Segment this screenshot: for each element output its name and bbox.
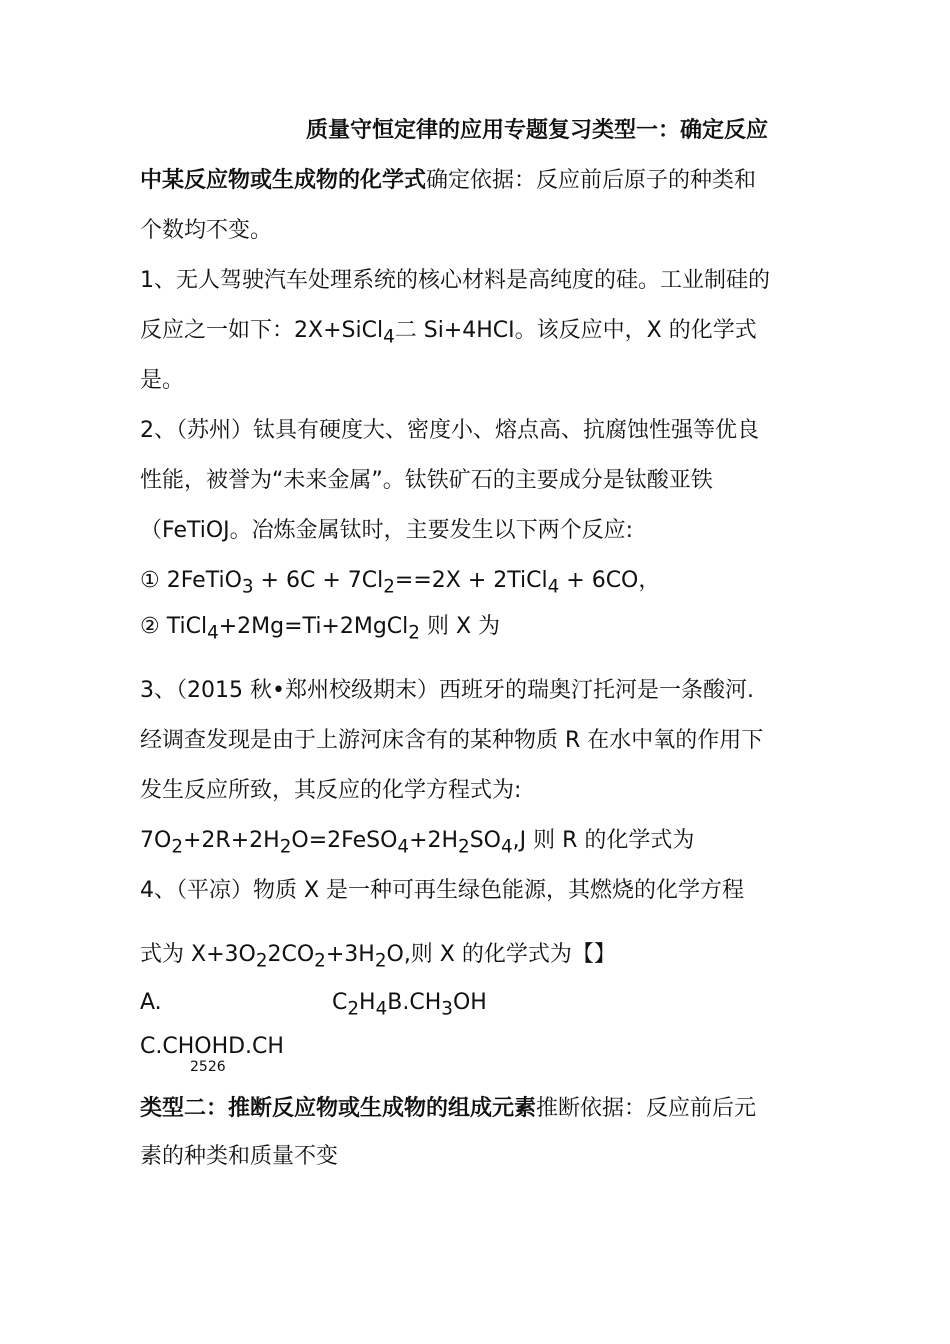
- q3-eq-s3: 4: [397, 836, 410, 858]
- q2-line2: 性能，被誉为“未来金属”。钛铁矿石的主要成分是钛酸亚铁: [140, 468, 713, 493]
- r2-s1: 4: [207, 622, 219, 644]
- type2-title: 类型二：推断反应物或生成物的组成元素: [140, 1096, 537, 1121]
- option-c-subscripts: 2526: [190, 1059, 226, 1075]
- optA-a: C: [332, 990, 348, 1015]
- q4-line2: [140, 940, 616, 976]
- q2-reaction-1: [140, 566, 660, 602]
- q4-eq-s2: 2: [314, 950, 326, 972]
- r2-c: 则 X 为: [419, 614, 501, 639]
- q3-line3: 发生反应所致，其反应的化学方程式为:: [140, 778, 522, 803]
- r1-c: ==2X + 2TiCl: [394, 568, 548, 593]
- optA-s1: 2: [347, 998, 360, 1020]
- optA-s2: 4: [375, 998, 388, 1020]
- q1-line3: 是。: [140, 368, 185, 393]
- q4-eq-d: O,则 X 的化学式为【】: [386, 942, 616, 967]
- q4-eq-s3: 2: [374, 950, 387, 972]
- q1-eq-a: 反应之一如下：2X+SiCl: [140, 318, 384, 343]
- q2-line1: 2、（苏州）钛具有硬度大、密度小、熔点高、抗腐蚀性强等优良: [140, 418, 759, 443]
- q3-eq-s1: 2: [171, 836, 183, 858]
- section-title-part2: 中某反应物或生成物的化学式: [140, 168, 427, 193]
- q3-eq-c: O=2FeSO: [291, 828, 398, 853]
- type2-basis: 推断依据：反应前后元: [536, 1096, 757, 1121]
- q3-eq-s5: 4: [501, 836, 513, 858]
- r2-b: +2Mg=Ti+2MgCl: [218, 614, 409, 639]
- q3-eq-s4: 2: [458, 836, 470, 858]
- q3-eq-e: SO: [469, 828, 501, 853]
- q3-line1: 3、（2015 秋•郑州校级期末）西班牙的瑞奥汀托河是一条酸河.: [140, 678, 754, 703]
- q2-reaction-2: [140, 612, 500, 648]
- r1-d: + 6CO，: [559, 568, 661, 593]
- optA-c: B.CH: [387, 990, 442, 1015]
- r1-s1: 3: [241, 576, 254, 598]
- q1-eq-b: 二 Si+4HCI。该反应中，X 的化学式: [394, 318, 757, 343]
- q3-equation: [140, 826, 694, 862]
- q3-eq-b: +2R+2H: [183, 828, 280, 853]
- q4-eq-a: 式为 X+3O: [140, 942, 256, 967]
- q4-eq-b: 2CO: [267, 942, 315, 967]
- r2-a: ② TiCl: [140, 614, 208, 639]
- q4-eq-c: +3H: [325, 942, 375, 967]
- q1-eq-sub: 4: [383, 326, 395, 348]
- q3-eq-f: ,J 则 R 的化学式为: [512, 828, 695, 853]
- q4-eq-s1: 2: [255, 950, 268, 972]
- q3-line2: 经调查发现是由于上游河床含有的某种物质 R 在水中氧的作用下: [140, 728, 764, 753]
- r1-s3: 4: [547, 576, 560, 598]
- q3-eq-s2: 2: [279, 836, 292, 858]
- basis-text-cont: 个数均不变。: [140, 218, 273, 243]
- basis-text: 确定依据：反应前后原子的种类和: [426, 168, 757, 193]
- type2-line2: 素的种类和质量不变: [140, 1144, 339, 1169]
- option-c-d: C.CHOHD.CH: [140, 1034, 284, 1059]
- r1-b: + 6C + 7Cl: [253, 568, 384, 593]
- type2-line1: [140, 1094, 756, 1124]
- r2-s2: 2: [408, 622, 420, 644]
- section-title-line2: [140, 166, 756, 196]
- q2-line3: （FeTiOJ。冶炼金属钛时，主要发生以下两个反应:: [140, 518, 634, 543]
- q3-eq-d: +2H: [409, 828, 459, 853]
- optA-d: OH: [452, 990, 487, 1015]
- section-title-line1: 质量守恒定律的应用专题复习类型一：确定反应: [306, 118, 769, 143]
- optA-s3: 3: [441, 998, 453, 1020]
- q3-eq-a: 7O: [140, 828, 172, 853]
- q1-line2: [140, 316, 757, 352]
- option-a-b: [332, 988, 487, 1024]
- q4-line1: 4、（平凉）物质 X 是一种可再生绿色能源，其燃烧的化学方程: [140, 878, 745, 903]
- optA-b: H: [359, 990, 376, 1015]
- option-a-label: A.: [140, 990, 162, 1015]
- r1-s2: 2: [383, 576, 395, 598]
- r1-a: ① 2FeTiO: [140, 568, 242, 593]
- q1-line1: 1、无人驾驶汽车处理系统的核心材料是高纯度的硅。工业制硅的: [140, 268, 770, 293]
